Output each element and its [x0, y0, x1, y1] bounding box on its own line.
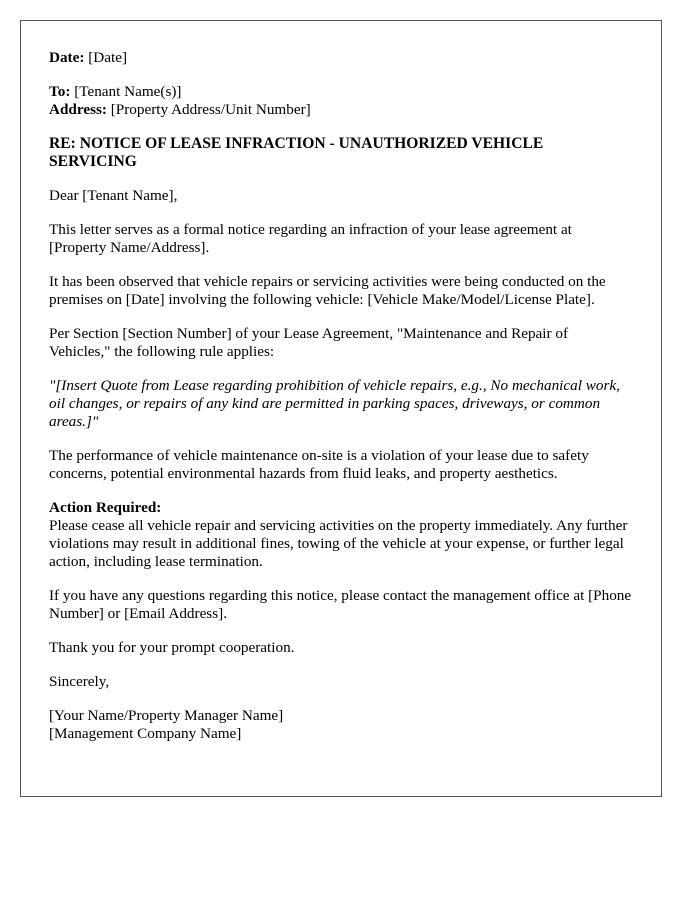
address-label: Address: [49, 101, 107, 118]
signature-name: [Your Name/Property Manager Name] [49, 707, 284, 724]
to-line [49, 83, 632, 101]
to-value: [Tenant Name(s)] [70, 83, 182, 100]
lease-quote: "[Insert Quote from Lease regarding prohibition of vehicle repairs, e.g., No mechanical work, oil changes, or repairs of any kind are permitted in parking spaces, driveways, or common areas.]" [49, 377, 620, 430]
action-required-text: Please cease all vehicle repair and servicing activities on the property immediately. Any further violations may result in additional fines, towing of the vehicle at your expense, or further legal action, including lease termination. [49, 517, 628, 570]
to-label: To: [49, 83, 71, 100]
signature-company: [Management Company Name] [49, 725, 242, 742]
date-label: Date: [49, 49, 85, 66]
closing-line: Sincerely, [49, 673, 110, 690]
signature-block [49, 707, 632, 743]
date-line [49, 49, 632, 67]
date-value: [Date] [84, 49, 128, 66]
observation-paragraph: It has been observed that vehicle repairs or servicing activities were being conducted on the premises on [Date] involving the following vehicle: [Vehicle Make/Model/License Plate]. [49, 273, 606, 308]
address-line [49, 101, 632, 119]
intro-paragraph: This letter serves as a formal notice regarding an infraction of your lease agreement at [Property Name/Address]. [49, 221, 572, 256]
section-reference-paragraph: Per Section [Section Number] of your Lease Agreement, "Maintenance and Repair of Vehicles," the following rule applies: [49, 325, 569, 360]
action-required-block [49, 499, 632, 571]
thanks-line: Thank you for your prompt cooperation. [49, 639, 295, 656]
recipient-block [49, 83, 632, 119]
address-value: [Property Address/Unit Number] [106, 101, 311, 118]
contact-paragraph: If you have any questions regarding this notice, please contact the management office at [Phone Number] or [Email Address]. [49, 587, 632, 622]
lease-infraction-letter [20, 20, 662, 797]
action-required-heading: Action Required: [49, 499, 162, 516]
subject-line: RE: NOTICE OF LEASE INFRACTION - UNAUTHORIZED VEHICLE SERVICING [49, 135, 544, 170]
violation-paragraph: The performance of vehicle maintenance on-site is a violation of your lease due to safety concerns, potential environmental hazards from fluid leaks, and property aesthetics. [49, 447, 589, 482]
salutation: Dear [Tenant Name], [49, 187, 178, 204]
